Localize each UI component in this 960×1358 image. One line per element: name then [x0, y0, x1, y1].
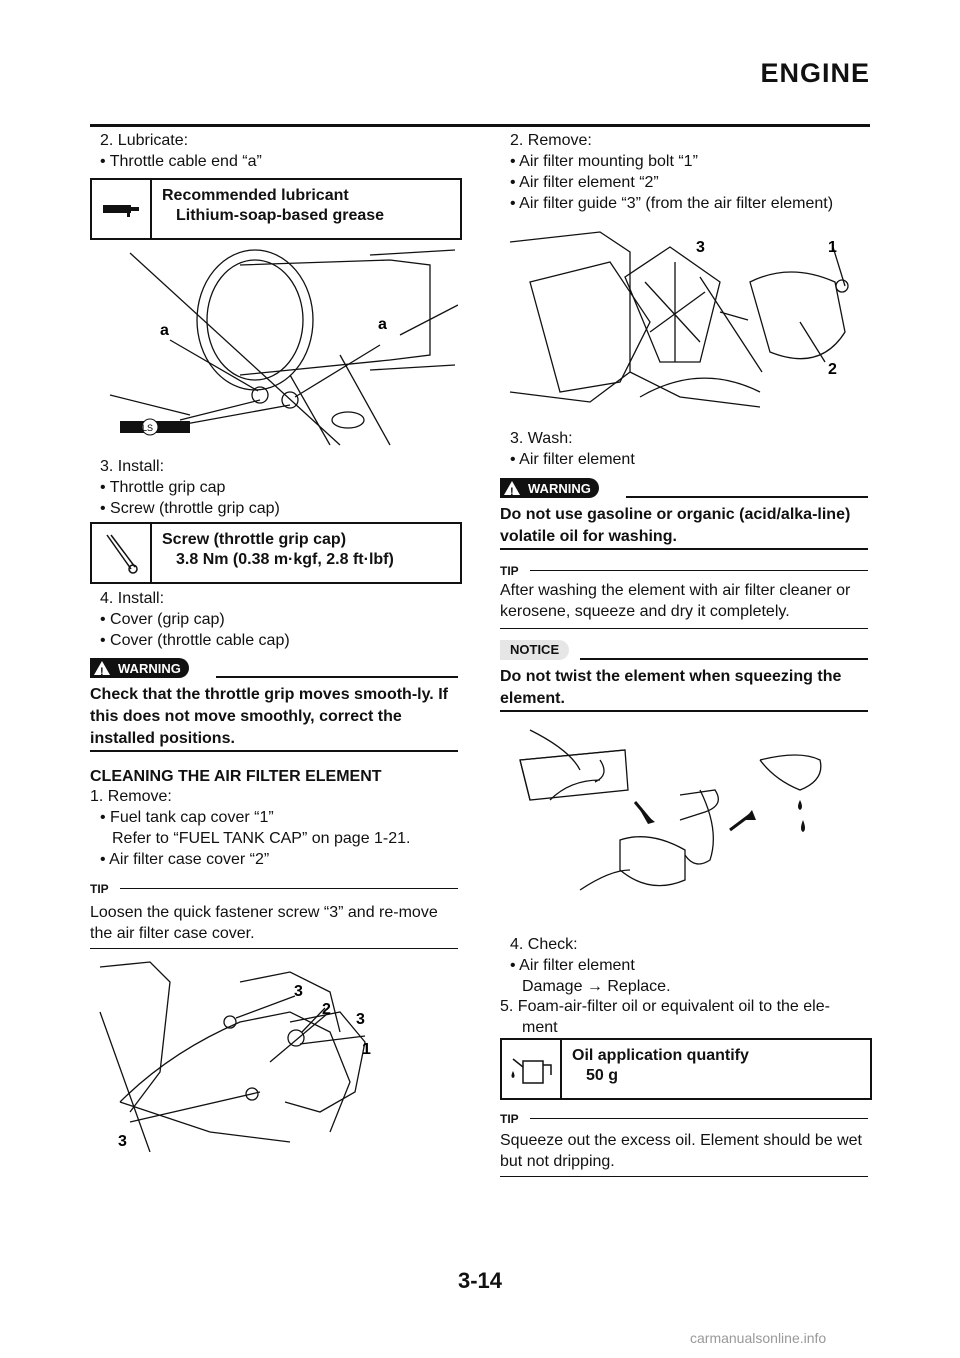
notice-label: NOTICE: [500, 640, 569, 660]
divider: [90, 948, 458, 949]
oil-can-icon: [502, 1040, 562, 1098]
step-number: 2.: [510, 132, 524, 149]
lubricant-spec-box: [90, 178, 462, 240]
bullet: • Air filter element: [510, 451, 635, 468]
step-install: [90, 456, 458, 519]
step-number: 1.: [90, 788, 104, 805]
callout-2: 2: [828, 361, 837, 378]
divider: [500, 710, 868, 712]
step-action: Wash:: [527, 430, 573, 447]
tip-text: Loosen the quick fastener screw “3” and re-move the air filter case cover.: [90, 904, 438, 942]
grease-gun-icon: [92, 180, 152, 238]
step-action: Lubricate:: [117, 132, 189, 149]
bullet: • Air filter mounting bolt “1”: [510, 153, 698, 170]
spec-title: Oil application quantify: [572, 1047, 749, 1064]
bullet: • Air filter element: [510, 957, 635, 974]
bullet: • Air filter guide “3” (from the air filter element): [510, 195, 834, 212]
spec-title: Recommended lubricant: [162, 187, 349, 204]
page-header: [90, 58, 870, 127]
figure-air-filter-cover: [90, 952, 458, 1152]
step-check: [500, 934, 868, 997]
warning-text: Check that the throttle grip moves smooth-ly. If this does not move smoothly, correct the installed positions.: [90, 686, 448, 747]
divider: [216, 676, 458, 678]
tip-label: TIP: [500, 1109, 525, 1130]
callout-1: 1: [828, 239, 837, 256]
warning-text: Do not use gasoline or organic (acid/alka-line) volatile oil for washing.: [500, 506, 851, 545]
step-action-cont: ment: [522, 1019, 558, 1036]
divider: [626, 496, 868, 498]
divider: [90, 750, 458, 752]
step-install-covers: [90, 588, 458, 651]
bullet: • Cover (throttle cable cap): [100, 632, 290, 649]
bullet: • Throttle cable end “a”: [100, 153, 262, 170]
step-number: 2.: [100, 132, 114, 149]
watermark: carmanualsonline.info: [690, 1330, 827, 1346]
divider: [500, 548, 868, 550]
divider: [500, 1176, 868, 1177]
divider: [580, 658, 868, 660]
callout-3: 3: [356, 1011, 365, 1028]
step-number: 4.: [100, 590, 114, 607]
bullet: • Air filter element “2”: [510, 174, 659, 191]
warning-label: ! WARNING: [500, 478, 599, 498]
spec-title: Screw (throttle grip cap): [162, 531, 347, 548]
divider: [530, 570, 868, 571]
step-remove-filter: [500, 130, 868, 214]
torque-wrench-icon: [92, 524, 152, 582]
warning-label-text: WARNING: [528, 480, 591, 496]
figure-air-filter-element: [500, 222, 868, 418]
step-action: Remove:: [527, 132, 592, 149]
bullet: • Cover (grip cap): [100, 611, 225, 628]
figure-throttle-grip: [90, 245, 458, 451]
callout-3: 3: [696, 239, 705, 256]
step-number: 4.: [510, 936, 524, 953]
step-lubricate: [90, 130, 458, 172]
oil-spec-box: [500, 1038, 872, 1100]
tip-label: TIP: [500, 561, 525, 582]
callout-3: 3: [294, 983, 303, 1000]
tip-text: Squeeze out the excess oil. Element should be wet but not dripping.: [500, 1132, 862, 1170]
step-number: 3.: [510, 430, 524, 447]
page-title: ENGINE: [760, 58, 870, 88]
step-number: 5.: [500, 998, 514, 1015]
step-oil: [500, 996, 868, 1038]
step-wash: [500, 428, 868, 470]
divider: [500, 628, 868, 629]
left-column: [90, 130, 458, 1150]
bullet: • Fuel tank cap cover “1”: [100, 809, 274, 826]
divider: [120, 888, 458, 889]
bullet: • Throttle grip cap: [100, 479, 226, 496]
torque-spec-box: [90, 522, 462, 584]
reference: Refer to “FUEL TANK CAP” on page 1-21.: [112, 830, 411, 847]
step-action: Install:: [117, 458, 165, 475]
tip-text: After washing the element with air filter cleaner or kerosene, squeeze and dry it completely.: [500, 582, 851, 620]
figure-washing-hands: [500, 720, 868, 920]
step-action: Check:: [527, 936, 578, 953]
callout-3: 3: [118, 1133, 127, 1150]
spec-value: 50 g: [586, 1067, 619, 1084]
notice-text: Do not twist the element when squeezing the element.: [500, 668, 842, 707]
bullet: • Air filter case cover “2”: [100, 851, 270, 868]
spec-value: 3.8 Nm (0.38 m·kgf, 2.8 ft·lbf): [176, 551, 394, 568]
warning-label: ! WARNING: [90, 658, 189, 678]
step-number: 3.: [100, 458, 114, 475]
right-column: [500, 130, 868, 1190]
section-heading: CLEANING THE AIR FILTER ELEMENT: [90, 768, 382, 785]
step-action: Foam-air-filter oil or equivalent oil to the ele-: [517, 998, 830, 1015]
callout-1: 1: [362, 1041, 371, 1058]
spec-value: Lithium-soap-based grease: [176, 207, 385, 224]
result: Damage → Replace.: [522, 978, 671, 995]
step-action: Remove:: [107, 788, 172, 805]
tip-label: TIP: [90, 879, 115, 900]
step-remove: [90, 786, 458, 870]
divider: [530, 1118, 868, 1119]
bullet: • Screw (throttle grip cap): [100, 500, 280, 517]
step-action: Install:: [117, 590, 165, 607]
warning-label-text: WARNING: [118, 660, 181, 676]
callout-a: a: [378, 316, 387, 333]
page-number: 3-14: [457, 1268, 503, 1293]
callout-2: 2: [322, 1001, 331, 1018]
callout-a: a: [160, 322, 169, 339]
ls-label: LS: [142, 423, 154, 433]
